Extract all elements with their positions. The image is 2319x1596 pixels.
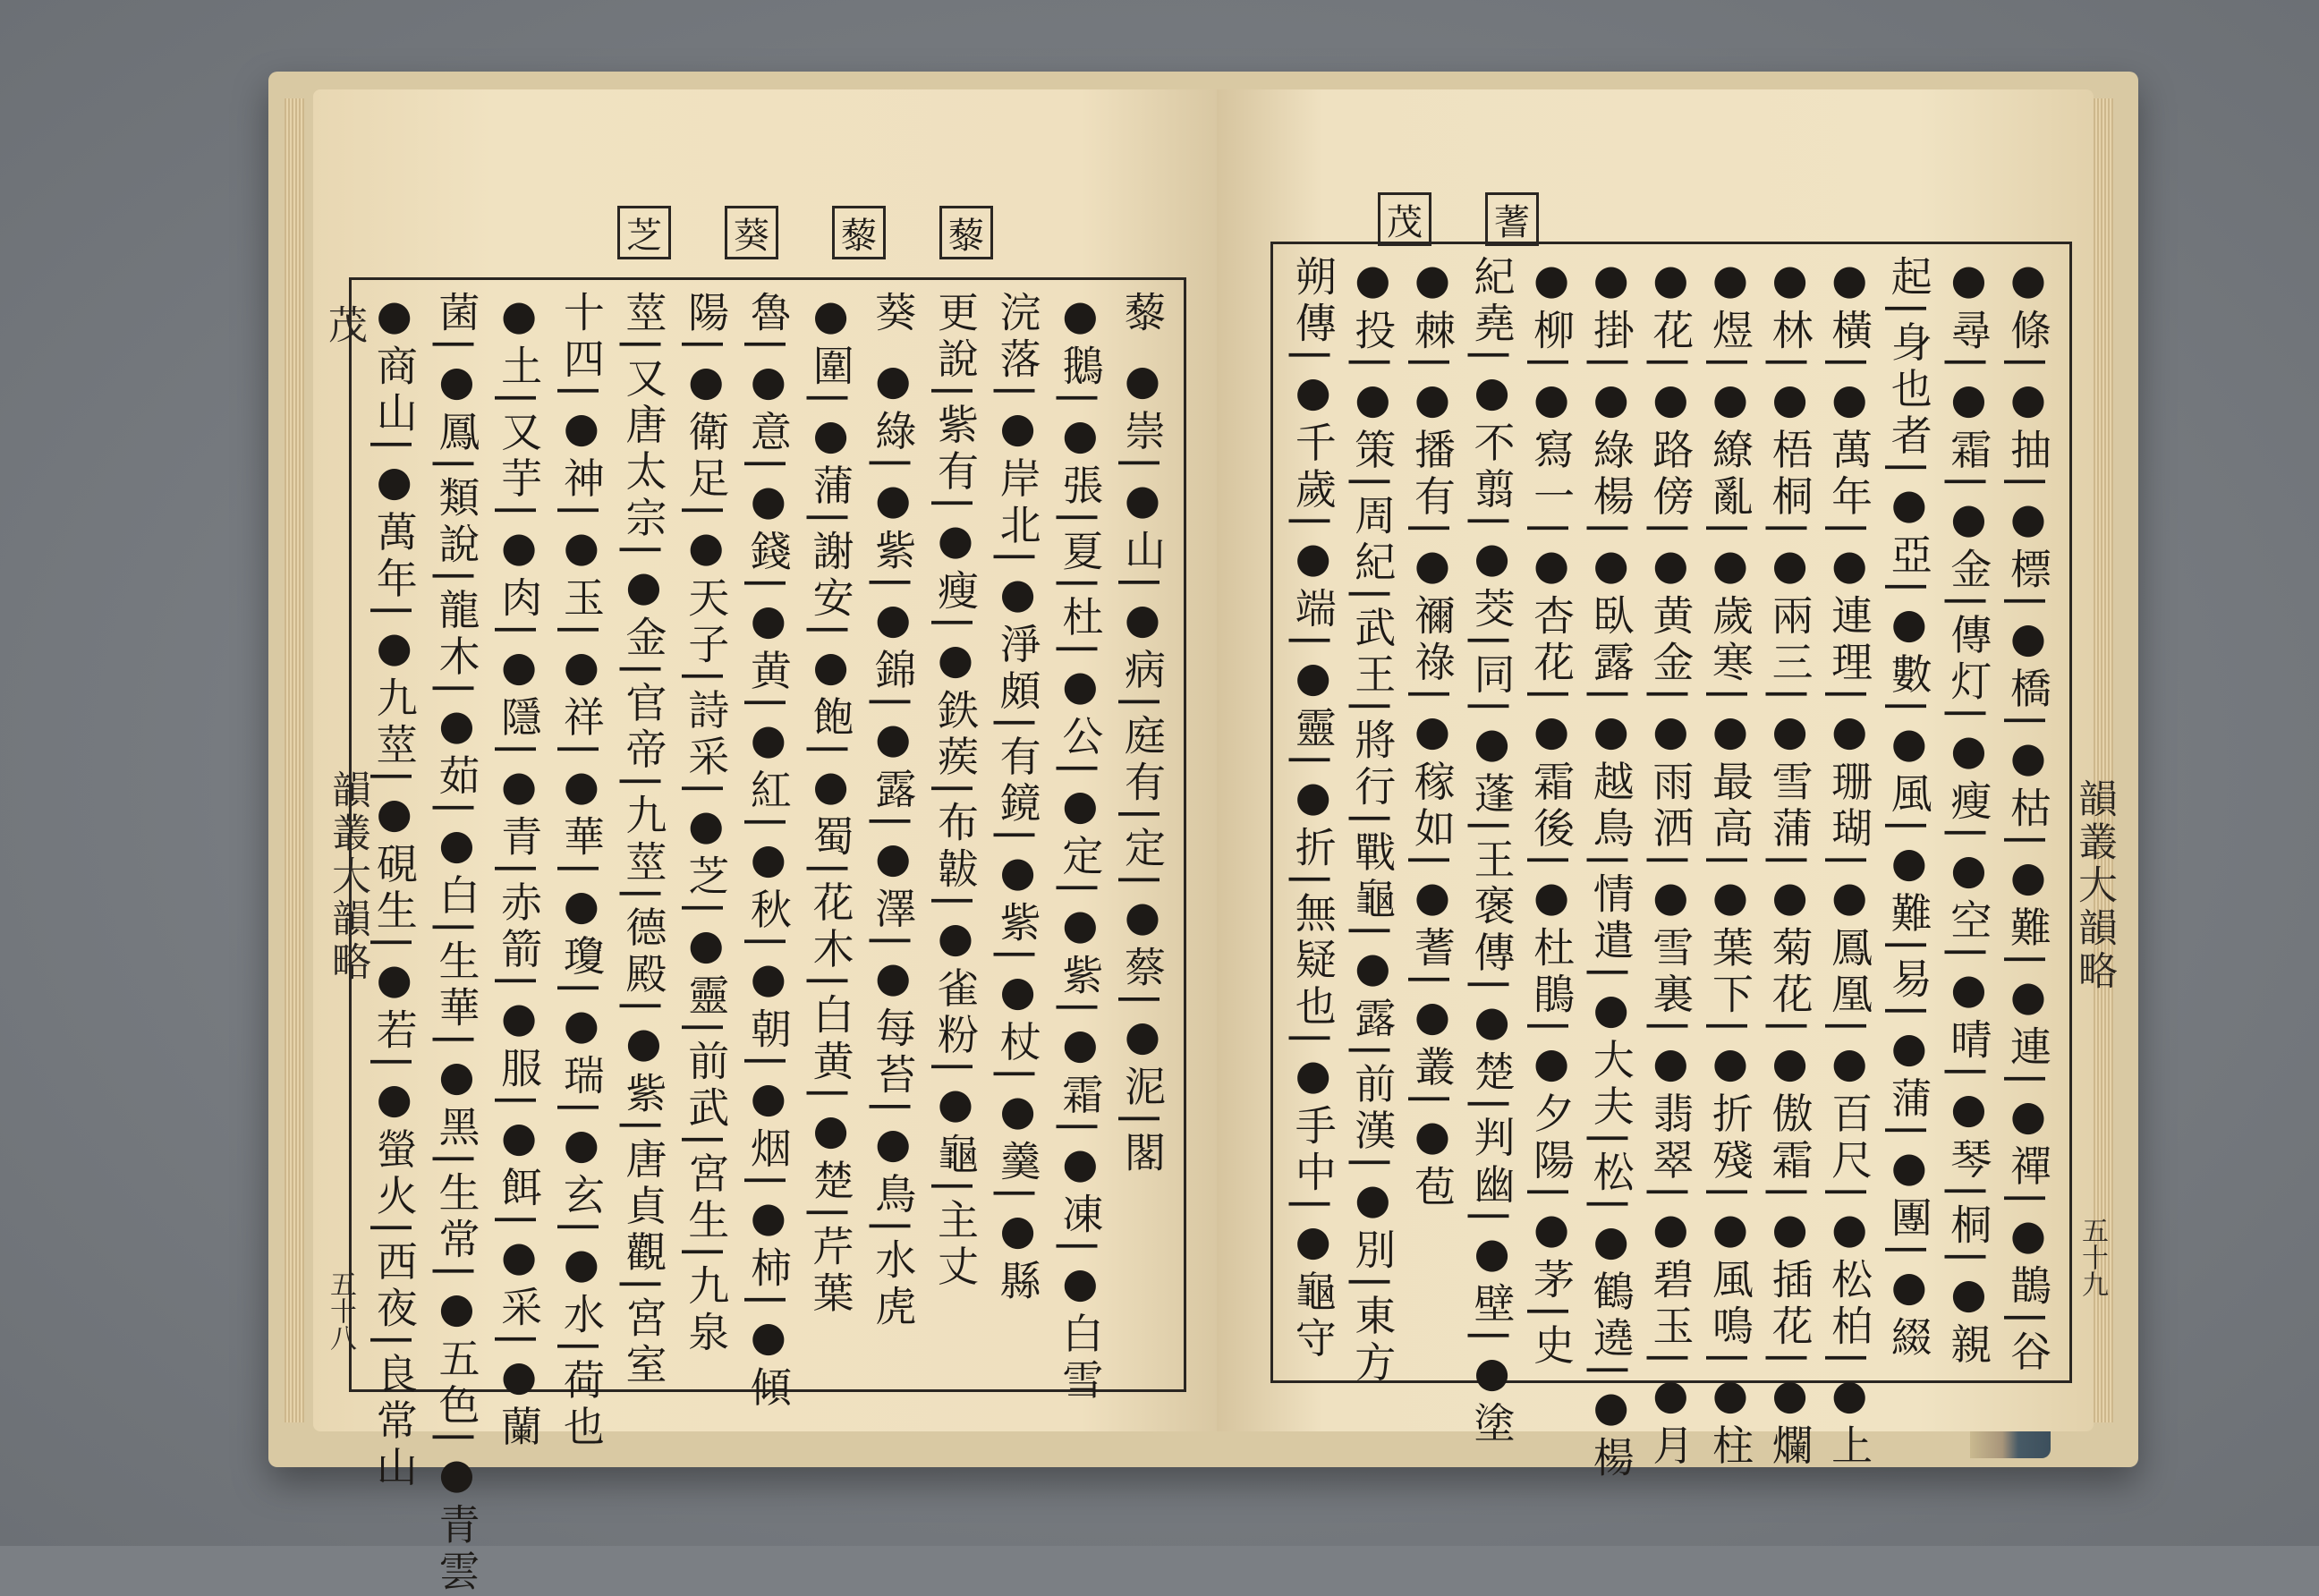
text-column: 浣落|●岸北|●淨頗|有鏡|●紫|●杖|●羹|●縣 [993, 291, 1042, 1306]
text-column: 魯|●意|●錢|●黄|●紅|●秋|●朝|●烟|●柿|●傾 [743, 291, 793, 1413]
text-column: ●鵝|●張|夏|杜|●公|●定|●紫|●霜|●凍|●白雪 [1056, 291, 1105, 1405]
text-column: ●條|●抽|●標|●橋|●枯|●難|●連|●禪|●鵲|谷 [2004, 255, 2052, 1377]
text-column: 紀堯|●不翦|●茭|同|●蓬|王褒傳|●楚|判幽|●壁|●塗 [1467, 255, 1516, 1448]
left-text-columns [362, 291, 1168, 1596]
left-edge-tab: 茂 [321, 304, 367, 344]
text-column: ●柳|●寫一|●杏花|●霜後|●杜鵑|●夕陽|●茅|史 [1527, 255, 1576, 1371]
left-heading-2: 葵 [725, 206, 778, 259]
text-column: 菌|●鳳|類說|龍木|●茹|●白|生華|●黑|生常|●五色|●青雲 [432, 291, 481, 1596]
left-heading-row [617, 206, 993, 259]
text-column: 陽|●衛足|●天子|詩采|●芝|●靈|前武|宮生|九泉 [682, 291, 731, 1357]
text-column: ●煜|●繚亂|●歲寒|●最高|●葉下|●折殘|●風鳴|●柱 [1705, 255, 1754, 1471]
left-heading-3: 藜 [832, 206, 886, 259]
left-page-stack [285, 98, 304, 1422]
text-column: ●林|●梧桐|●兩三|●雪蒲|●菊花|●傲霜|●插花|●爛 [1765, 255, 1814, 1471]
text-column: ●棘|●播有|●禰祿|●稼如|●蓍|●叢|●苞 [1407, 255, 1457, 1211]
right-heading-row [1378, 192, 1539, 246]
text-column: ●土|又芋|●肉|●隱|●青|赤箭|●服|●餌|●采|●蘭 [495, 291, 544, 1452]
text-column: ●橫|●萬年|●連理|●珊瑚|●鳳凰|●百尺|●松柏|●上 [1825, 255, 1874, 1471]
left-margin-title: 韻叢大韻略 [325, 769, 370, 984]
text-column: ●花|●路傍|●黄金|●雨洒|●雪裏|●翡翠|●碧玉|●月 [1646, 255, 1695, 1471]
right-text-columns [1284, 255, 2053, 1482]
left-heading-4: 藜 [939, 206, 993, 259]
text-column: ●尋|●霜|●金|傳灯|●瘦|●空|●晴|●琴|桐|●親 [1944, 255, 1993, 1370]
right-page [1217, 89, 2117, 1482]
text-column: 葵 ●綠|●紫|●錦|●露|●澤|●每苔|●鳥|水虎 [869, 291, 918, 1332]
text-column: 莖|又唐太宗|●金|官帝|九莖|德殿|●紫|唐貞觀|宮室 [619, 291, 668, 1389]
text-column: 藜 ●崇|●山|●病|庭有|定|●蔡|●泥|閣 [1118, 291, 1167, 1178]
text-column: ●掛|●綠楊|●臥露|●越鳥|情遣|●大夫|松|●鶴遶|●楊 [1586, 255, 1635, 1482]
right-heading-1: 茂 [1378, 192, 1431, 246]
text-column: ●圍|●蒲|謝安|●飽|●蜀|花木|白黄|●楚|芹葉 [806, 291, 855, 1318]
right-heading-2: 蓍 [1485, 192, 1539, 246]
text-column: 更說|紫有|●瘦|●鉄蒺|布韍|●雀粉|●龜|主丈 [930, 291, 980, 1292]
text-column: ●投|●策|周紀|武王|將行|戰龜|●露|前漢|●別|東方 [1348, 255, 1397, 1388]
text-column: 十四|●神|●玉|●祥|●華|●瓊|●瑞|●玄|●水|荷也 [556, 291, 606, 1452]
right-margin-title: 韻叢大韻略 [2071, 778, 2117, 993]
text-column: ●商山|●萬年|●九莖|●硯生|●若|●螢火|西夜|良常山 [370, 291, 419, 1492]
left-page [313, 89, 1217, 1596]
text-column: 朔傳|●千歲|●端|●靈|●折|無疑也|●手中|●龜守 [1288, 255, 1338, 1363]
left-page-number: 五十八 [325, 1270, 356, 1351]
right-page-number: 五十九 [2077, 1217, 2108, 1297]
text-column: 起|身也者|●亞|●數|●風|●難|易|●蒲|●團|●綴 [1884, 255, 1933, 1363]
left-heading-1: 芝 [617, 206, 671, 259]
